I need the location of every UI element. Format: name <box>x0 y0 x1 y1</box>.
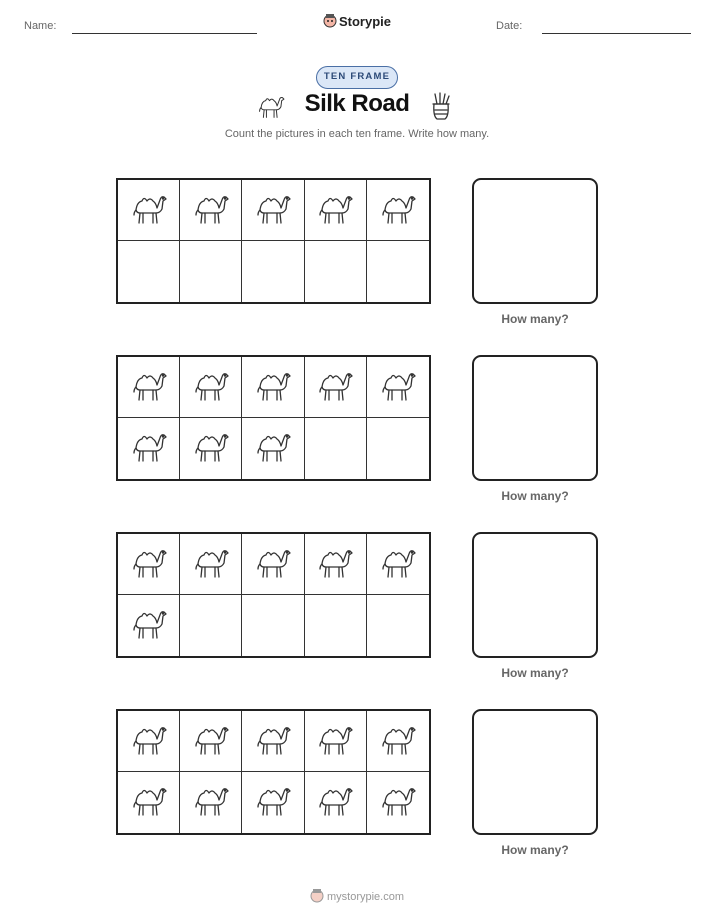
camel-icon <box>190 426 232 471</box>
frame-cell <box>242 357 304 418</box>
camel-icon <box>128 426 170 471</box>
storypie-logo-icon <box>310 888 324 904</box>
frame-cell <box>242 180 304 241</box>
answer-box[interactable] <box>472 532 598 658</box>
frame-cell <box>118 772 180 833</box>
topic-badge: TEN FRAME <box>316 66 398 89</box>
camel-icon <box>128 719 170 764</box>
camel-icon <box>314 542 356 587</box>
camel-icon <box>314 719 356 764</box>
answer-box[interactable] <box>472 709 598 835</box>
name-line[interactable] <box>72 33 257 34</box>
frame-cell <box>242 772 304 833</box>
camel-icon <box>314 365 356 410</box>
camel-icon <box>377 542 419 587</box>
camel-icon <box>252 426 294 471</box>
footer-url[interactable]: mystorypie.com <box>326 891 405 903</box>
ten-frame <box>116 178 431 304</box>
frame-cell <box>305 241 367 302</box>
frame-cell <box>305 711 367 772</box>
frame-cell <box>242 418 304 479</box>
camel-icon <box>377 188 419 233</box>
frame-cell <box>305 534 367 595</box>
frame-cell <box>305 595 367 656</box>
frame-cell <box>180 772 242 833</box>
camel-icon <box>190 542 232 587</box>
brand-name: Storypie <box>338 14 391 29</box>
camel-icon <box>314 780 356 825</box>
name-label: Name: <box>24 20 57 32</box>
frame-cell <box>367 711 429 772</box>
frame-cell <box>305 772 367 833</box>
storypie-logo-icon <box>323 13 337 29</box>
basket-icon <box>425 90 457 122</box>
camel-icon <box>377 719 419 764</box>
frame-cell <box>367 418 429 479</box>
camel-icon <box>190 719 232 764</box>
camel-icon <box>190 780 232 825</box>
frame-cell <box>305 418 367 479</box>
camel-icon <box>377 780 419 825</box>
frame-cell <box>180 534 242 595</box>
camel-icon <box>128 365 170 410</box>
camel-icon <box>252 719 294 764</box>
ten-frame <box>116 532 431 658</box>
how-many-label: How many? <box>501 489 569 503</box>
frame-cell <box>180 595 242 656</box>
brand <box>0 13 714 29</box>
frame-cell <box>180 241 242 302</box>
camel-icon <box>128 780 170 825</box>
frame-cell <box>242 595 304 656</box>
frame-cell <box>118 418 180 479</box>
frame-cell <box>367 595 429 656</box>
frame-cell <box>118 595 180 656</box>
camel-icon <box>252 542 294 587</box>
frame-cell <box>118 241 180 302</box>
frame-cell <box>118 711 180 772</box>
frame-cell <box>180 711 242 772</box>
ten-frame <box>116 355 431 481</box>
camel-icon <box>190 188 232 233</box>
footer <box>0 888 714 904</box>
page-title: Silk Road <box>304 90 410 117</box>
frame-cell <box>242 534 304 595</box>
camel-icon <box>252 188 294 233</box>
frame-cell <box>118 357 180 418</box>
frame-cell <box>305 357 367 418</box>
frame-cell <box>118 534 180 595</box>
camel-icon <box>128 542 170 587</box>
frame-cell <box>242 711 304 772</box>
frame-cell <box>367 772 429 833</box>
frame-cell <box>180 180 242 241</box>
frame-cell <box>305 180 367 241</box>
frame-cell <box>180 418 242 479</box>
how-many-label: How many? <box>501 312 569 326</box>
answer-box[interactable] <box>472 178 598 304</box>
how-many-label: How many? <box>501 666 569 680</box>
date-line[interactable] <box>542 33 691 34</box>
frame-cell <box>242 241 304 302</box>
instructions: Count the pictures in each ten frame. Write how many. <box>224 128 490 140</box>
camel-icon <box>314 188 356 233</box>
frame-cell <box>180 357 242 418</box>
frame-cell <box>367 534 429 595</box>
camel-icon <box>377 365 419 410</box>
frame-cell <box>367 241 429 302</box>
ten-frame <box>116 709 431 835</box>
how-many-label: How many? <box>501 843 569 857</box>
camel-icon <box>252 365 294 410</box>
camel-icon <box>252 780 294 825</box>
answer-box[interactable] <box>472 355 598 481</box>
camel-icon <box>128 188 170 233</box>
date-label: Date: <box>496 20 523 32</box>
frame-cell <box>118 180 180 241</box>
camel-icon <box>190 365 232 410</box>
frame-cell <box>367 180 429 241</box>
camel-icon <box>128 603 170 648</box>
frame-cell <box>367 357 429 418</box>
